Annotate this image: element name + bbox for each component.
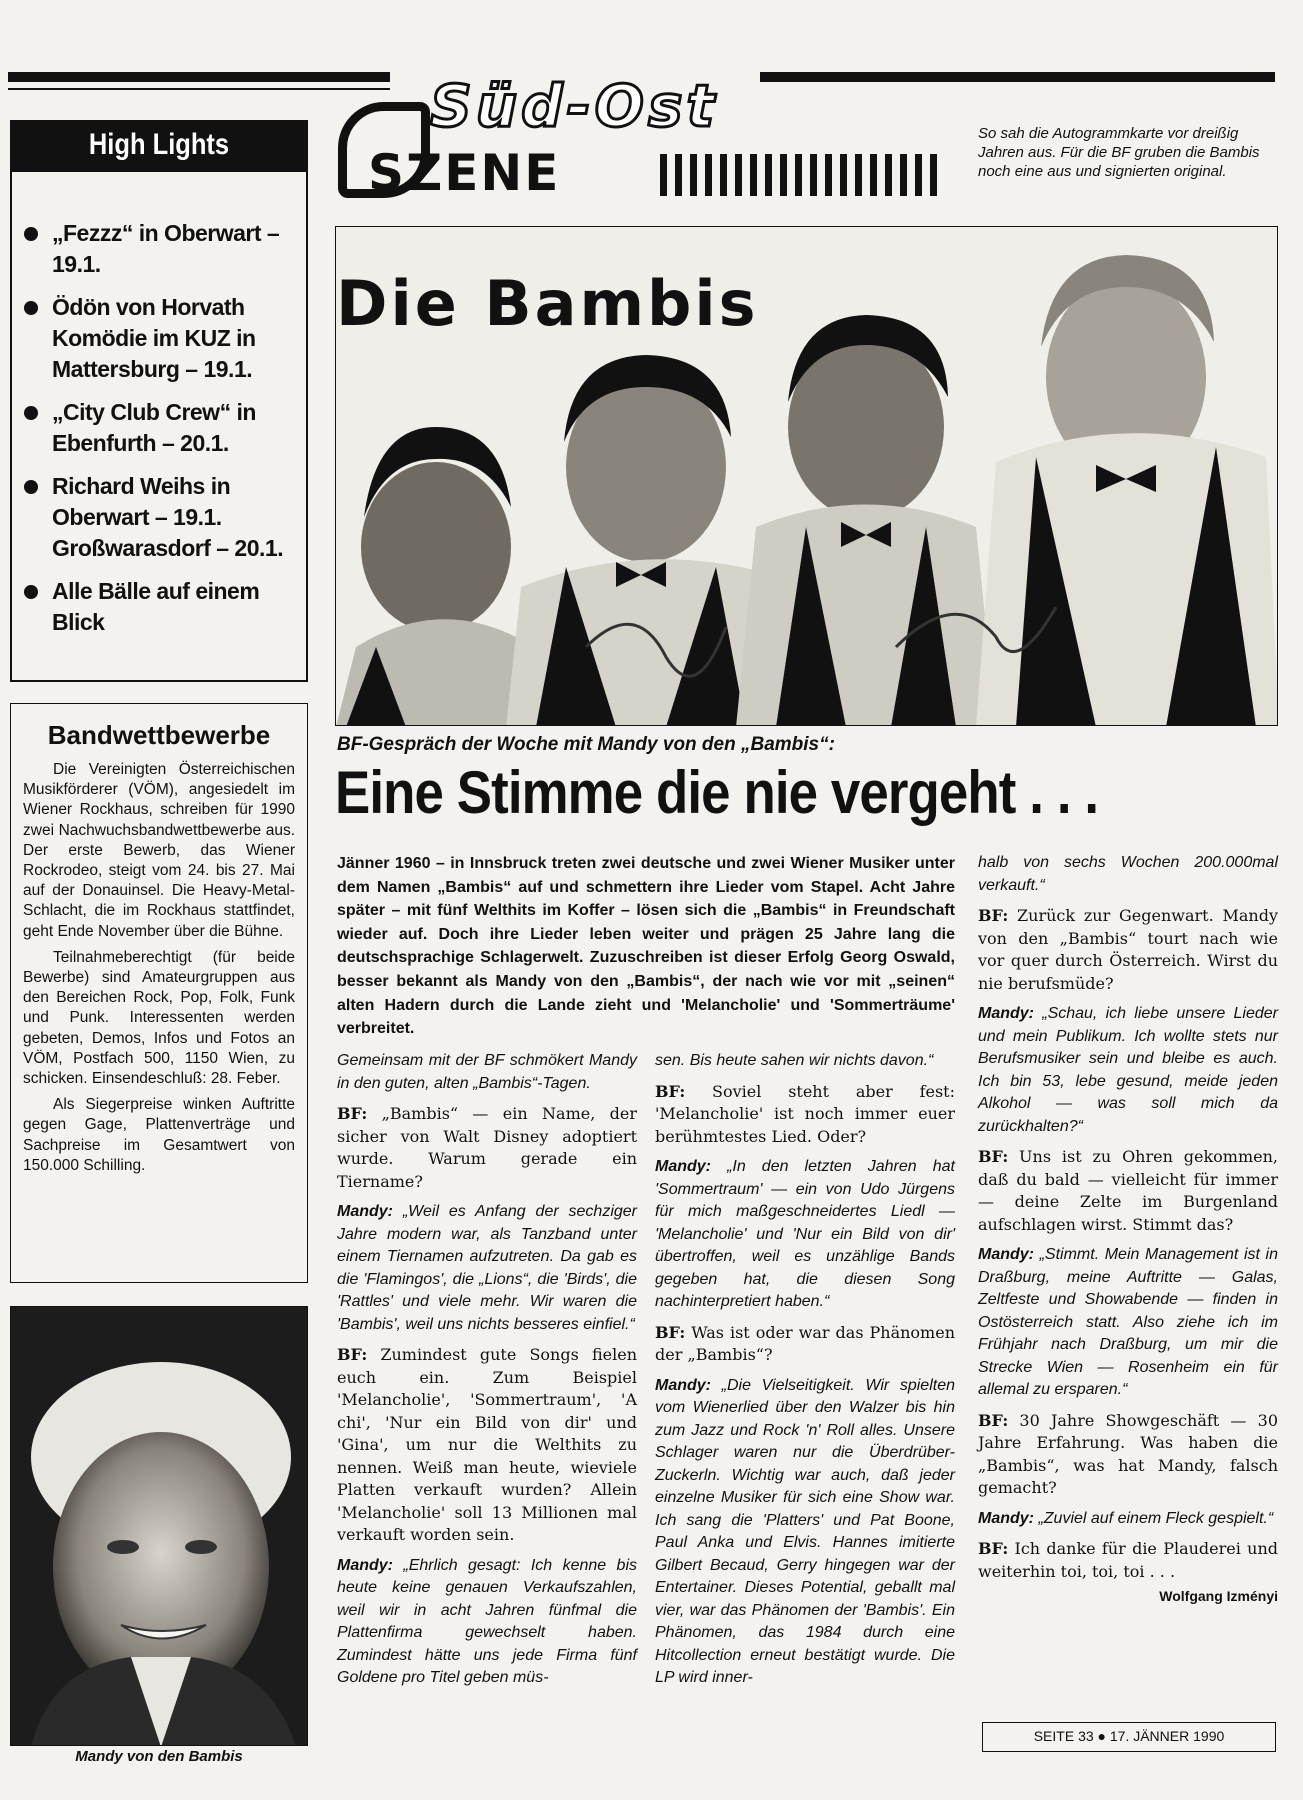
highlights-box [10, 120, 308, 682]
highlight-text: „City Club Crew“ in Ebenfurth – 20.1. [52, 399, 256, 456]
list-item [16, 292, 302, 385]
photo-title: Die Bambis [336, 267, 759, 340]
speaker-label: BF: [978, 906, 1009, 925]
speaker-label: Mandy: [978, 1005, 1034, 1022]
paragraph-text: Zumindest gute Songs fielen euch ein. Zum Beispiel 'Melancholie', 'Sommertraum', 'A chi', 'Nur ein Bild von dir' und 'Gina', um nur die Welthits zu nennen. Weiß man heute, wieviele Platten verkauft wurden? Allein 'Melancholie' soll 13 Millionen mal verkauft worden sein. [337, 1345, 637, 1544]
article-paragraph [655, 1081, 955, 1149]
paragraph-text: „In den letzten Jahren hat 'Sommertraum' — ein von Udo Jürgens für mich maßgeschneidertes Liedl — 'Melancholie' und 'Nur ein Bild von dir' übertroffen, weil es unzählige Bands gegeben hat, die diesen Song nachinterpretiert haben.“ [655, 1158, 955, 1310]
article-paragraph [337, 1344, 637, 1547]
paragraph-text: „Zuviel auf einem Fleck gespielt.“ [1034, 1509, 1274, 1527]
paragraph-text: „Bambis“ — ein Name, der sicher von Walt Disney adoptiert wurde. Warum gerade ein Tiername? [337, 1104, 637, 1191]
list-item [16, 397, 302, 459]
portrait-caption: Mandy von den Bambis [75, 1748, 243, 1765]
article-paragraph [978, 905, 1278, 995]
highlights-list [16, 218, 302, 638]
masthead-bars [660, 154, 940, 196]
speaker-label: BF: [337, 1104, 368, 1123]
speaker-label: Mandy: [337, 1203, 393, 1220]
paragraph-text: „Die Vielseitigkeit. Wir spielten vom Wienerlied über den Walzer bis hin zum Jazz und Rock 'n' Roll alles. Unsere Schlager waren nur die Überdrüber-Zuckerln. Wichtig war auch, daß jeder einzelne Musiker für sich eine Show war. Ich sang die 'Platters' und Pat Boone, Paul Anka und Elvis. Hannes imitierte Gilbert Becaud, Gerry hingegen war der Entertainer. Dieses Potential, geballt mal vier, war das Phänomen der 'Bambis'. Ein Phänomen, das 1984 durch eine Hitcollection erneut bestätigt wurde. Die LP wird inner- [655, 1376, 955, 1686]
article-paragraph [655, 1375, 955, 1690]
article-headline: Eine Stimme die nie vergeht . . . [335, 759, 1099, 826]
article-column-1 [337, 1050, 637, 1698]
speaker-label: Mandy: [978, 1246, 1034, 1263]
article-column-3 [978, 852, 1278, 1608]
paragraph-text: Soviel steht aber fest: 'Melancholie' ist noch immer euer berühmtestes Lied. Oder? [655, 1081, 955, 1146]
sidebar-title: Bandwettbewerbe [47, 720, 271, 750]
portrait-image [11, 1307, 308, 1746]
paragraph-text: Was ist oder war das Phänomen der „Bambis“? [655, 1322, 955, 1364]
article-paragraph [337, 1103, 637, 1193]
article-paragraph [337, 1555, 637, 1690]
speaker-label: BF: [978, 1410, 1009, 1430]
highlight-text: Richard Weihs in Oberwart – 19.1. Großwarasdorf – 20.1. [52, 473, 284, 561]
masthead-bottom-line: SZENE [368, 144, 561, 202]
article-lead: Jänner 1960 – in Innsbruck treten zwei deutsche und zwei Wiener Musiker unter dem Namen „Bambis“ auf und schmettern ihre Lieder vom Stapel. Acht Jahre später – mit fünf Welthits im Koffer – lösen sich die „Bambis“ in Freundschaft wieder auf. Doch ihre Lieder leben weiter und prägen 25 Jahre lang die deutschsprachige Schlagerwelt. Zuzuschreiben ist dieser Erfolg Georg Oswald, besser bekannt als Mandy von den „Bambis“, der nach wie vor mit „seinen“ alten Hadern durch die Lande zieht und 'Melancholie' und 'Sommerträume' verbreitet. [337, 855, 955, 1038]
highlights-title-bar [12, 122, 306, 172]
masthead-top-line: Süd-Ost [430, 72, 719, 140]
page-footer: SEITE 33 ● 17. JÄNNER 1990 [982, 1722, 1276, 1752]
sidebar-paragraph: Teilnahmeberechtigt (für beide Bewerbe) sind Amateurgruppen aus den Bereichen Rock, Pop, Folk, Funk und Punk. Interessenten werden gebeten, Demos, Infos und Fotos an VÖM, Postfach 500, 1150 Wien, zu schicken. Einsendeschluß: 28. Feber. [23, 948, 295, 1088]
paragraph-text: Uns ist zu Ohren gekommen, daß du bald — vielleicht für immer — deine Zelte im Burgenland aufschlagen wirst. Stimmt das? [978, 1147, 1278, 1234]
speaker-label: BF: [978, 1539, 1009, 1558]
speaker-label: BF: [655, 1081, 686, 1101]
bambis-photo [335, 226, 1278, 726]
article-paragraph [978, 1003, 1278, 1138]
speaker-label: Mandy: [655, 1158, 711, 1175]
bullet-icon [24, 227, 38, 241]
article-paragraph [978, 1410, 1278, 1500]
paragraph-text: „Weil es Anfang der sechziger Jahre modern war, als Tanzband unter einem Tiernamen aufzutreten. Da gab es die 'Flamingos', die „Lions“, die 'Birds', die 'Rattles' und viele mehr. Wir waren die 'Bambis', weil uns nichts besseres einfiel.“ [337, 1203, 637, 1333]
article-paragraph: halb von sechs Wochen 200.000mal verkauft.“ [978, 854, 1278, 894]
bullet-icon [24, 585, 38, 599]
article-paragraph: Gemeinsam mit der BF schmökert Mandy in den guten, alten „Bambis“-Tagen. [337, 1052, 637, 1092]
article-paragraph [978, 1244, 1278, 1402]
article-kicker: BF-Gespräch der Woche mit Mandy von den „Bambis“: [337, 734, 835, 755]
speaker-label: Mandy: [978, 1509, 1034, 1527]
photo-caption: So sah die Autogrammkarte vor dreißig Jahren aus. Für die BF gruben die Bambis noch eine aus und signierten original. [978, 125, 1260, 180]
list-item [16, 218, 302, 280]
paragraph-text: „Stimmt. Mein Management ist in Draßburg, meine Auftritte — Galas, Zeltfeste und Showabende — finden in Ostösterreich statt. Also ziehe ich im Frühjahr nach Draßburg, um mir die Strecke Wien — Rosenheim ein für allemal zu ersparen.“ [978, 1246, 1278, 1398]
list-item [16, 576, 302, 638]
highlight-text: Alle Bälle auf einem Blick [52, 578, 260, 635]
article-paragraph [337, 1201, 637, 1336]
article-author: Wolfgang Izményi [1159, 1588, 1278, 1604]
portrait-photo [10, 1306, 308, 1746]
article-paragraph [655, 1322, 955, 1367]
speaker-label: BF: [655, 1322, 686, 1342]
paragraph-text: Zurück zur Gegenwart. Mandy von den „Bambis“ tourt nach wie vor quer durch Österreich. Wirst du nie berufsmüde? [978, 906, 1278, 993]
article-paragraph [978, 1508, 1278, 1531]
paragraph-text: Ich danke für die Plauderei und weiterhin toi, toi, toi . . . [978, 1539, 1278, 1581]
bullet-icon [24, 406, 38, 420]
bullet-icon [24, 301, 38, 315]
article-column-2 [655, 1050, 955, 1698]
article-paragraph [978, 1538, 1278, 1583]
paragraph-text: „Ehrlich gesagt: Ich kenne bis heute keine genauen Verkaufszahlen, weil wir in acht Jahren fünfmal die Plattenfirma gewechselt haben. Zumindest hätte uns jede Firma fünf Goldene pro Titel geben müs- [337, 1556, 637, 1686]
speaker-label: BF: [337, 1345, 368, 1364]
speaker-label: Mandy: [655, 1376, 711, 1394]
paragraph-text: 30 Jahre Showgeschäft — 30 Jahre Erfahrung. Was haben die „Bambis“, was hat Mandy, falsch gemacht? [978, 1410, 1278, 1497]
highlights-title: High Lights [34, 122, 284, 168]
sidebar-paragraph: Die Vereinigten Österreichischen Musikförderer (VÖM), angesiedelt im Wiener Rockhaus, schreiben für 1990 zwei Nachwuchsbandwettbewerbe aus. Der erste Bewerb, das Wiener Rockrodeo, steigt vom 24. bis 27. Mai auf der Donauinsel. Die Heavy-Metal-Schlacht, die im Rockhaus stattfindet, geht Ende November über die Bühne. [23, 761, 295, 940]
masthead [330, 60, 950, 200]
speaker-label: BF: [978, 1147, 1009, 1166]
article-paragraph: sen. Bis heute sahen wir nichts davon.“ [655, 1052, 934, 1069]
highlight-text: „Fezzz“ in Oberwart – 19.1. [52, 220, 280, 277]
bullet-icon [24, 480, 38, 494]
paragraph-text: „Schau, ich liebe unsere Lieder und mein Publikum. Ich wollte stets nur Berufsmusiker sein und bleibe es auch. Ich bin 53, lebe gesund, meide jeden Alkohol — was soll mich da zurückhalten?“ [978, 1005, 1278, 1135]
list-item [16, 471, 302, 564]
sidebar-box [10, 703, 308, 1283]
speaker-label: Mandy: [337, 1556, 393, 1574]
article-paragraph [655, 1156, 955, 1314]
article-paragraph [978, 1146, 1278, 1236]
highlight-text: Ödön von Horvath Komödie im KUZ in Mattersburg – 19.1. [52, 294, 256, 382]
sidebar-paragraph: Als Siegerpreise winken Auftritte gegen Gage, Plattenverträge und Sachpreise im Gesamtwert von 150.000 Schilling. [23, 1096, 295, 1174]
